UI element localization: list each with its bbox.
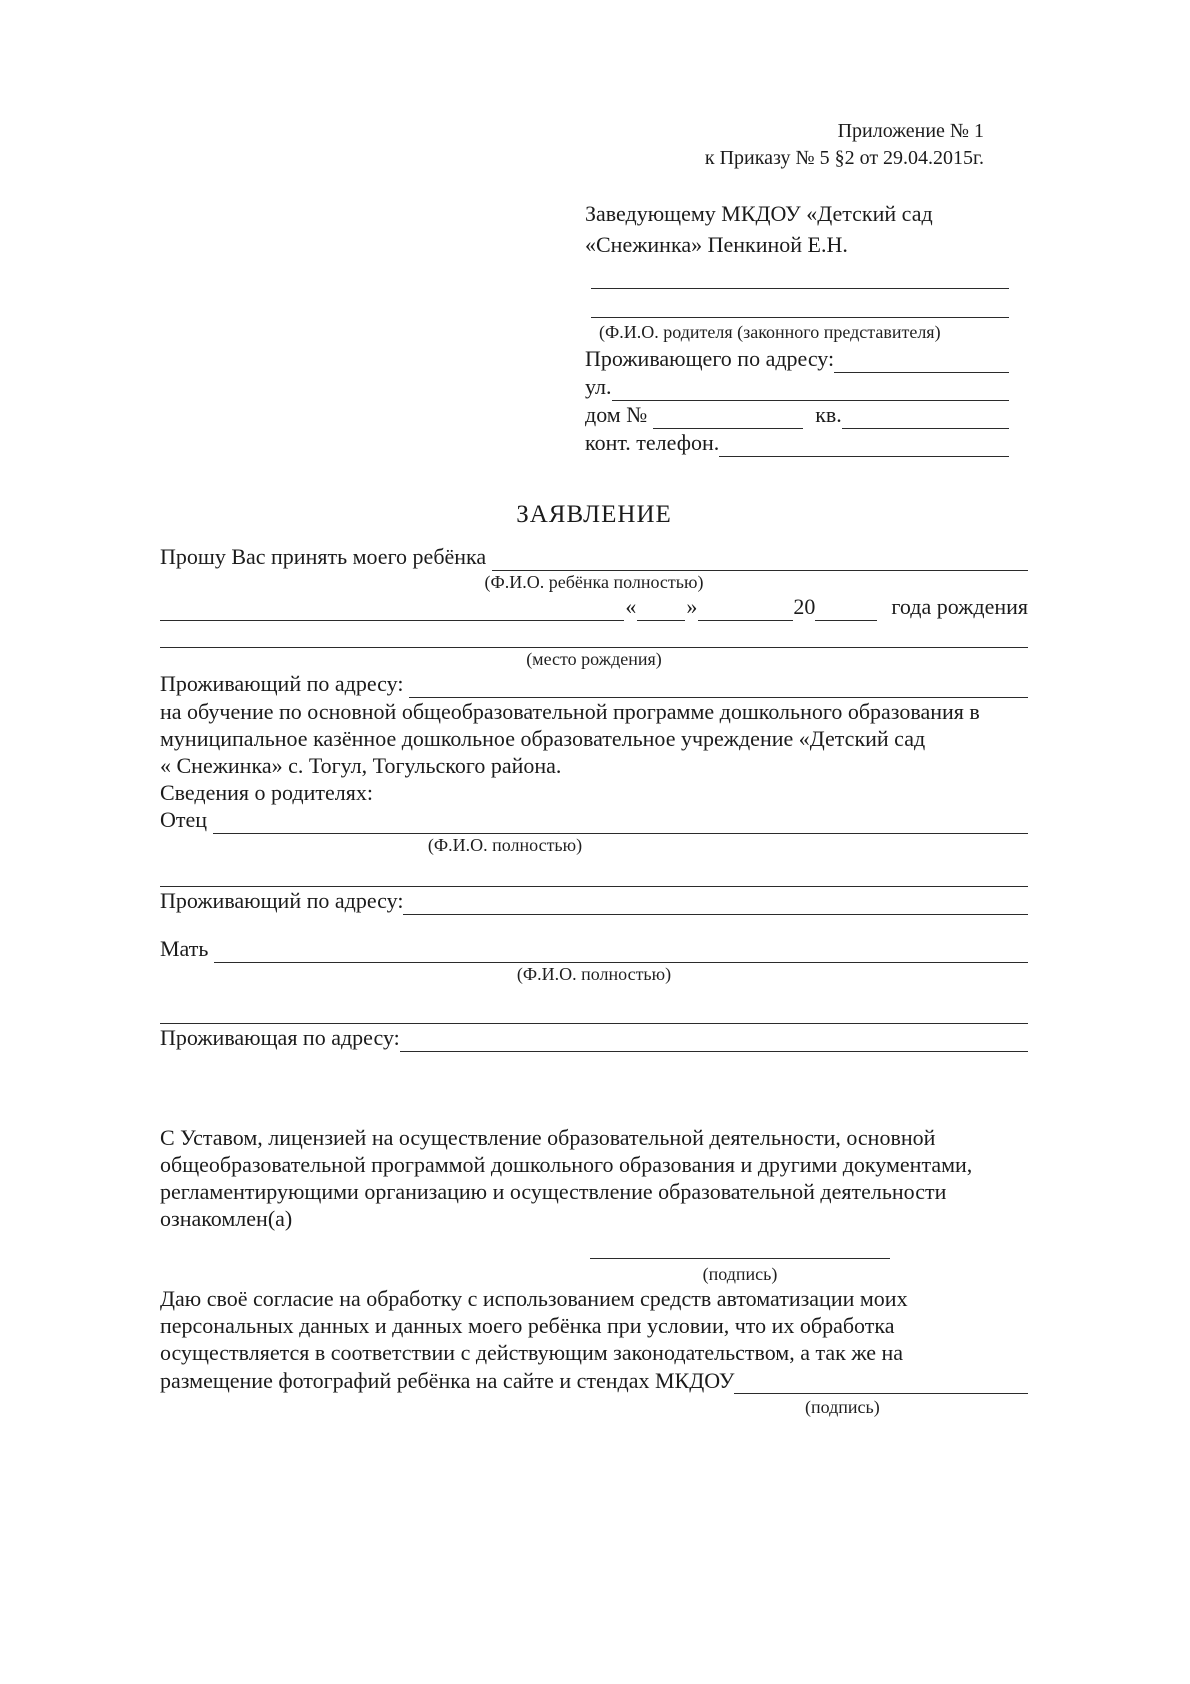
acknowledgement-paragraph (160, 1124, 1028, 1232)
father-label: Отец (160, 807, 208, 832)
parent-address-row (585, 345, 1009, 373)
addressee-line-1: Заведующему МКДОУ «Детский сад (585, 201, 933, 226)
quote-close: » (686, 594, 698, 619)
mother-name-caption: (Ф.И.О. полностью) (516, 964, 672, 984)
child-name-blank (492, 550, 1028, 571)
quote-open: « (625, 594, 637, 619)
father-address-row (160, 887, 1028, 915)
program-line-1: на обучение по основной общеобразовательной программе дошкольного образования в (160, 699, 980, 724)
program-line-2: муниципальное казённое дошкольное образовательное учреждение «Детский сад (160, 726, 926, 751)
request-label: Прошу Вас принять моего ребёнка (160, 544, 487, 569)
child-address-row (160, 670, 1028, 698)
addressee-block (585, 198, 1009, 457)
street-label: ул. (585, 374, 612, 399)
birth-year-suffix: года рождения (891, 594, 1028, 619)
mother-extra-blank (160, 1001, 1028, 1024)
father-name-blank (213, 813, 1028, 834)
document-title: ЗАЯВЛЕНИЕ (516, 501, 672, 528)
consent-line-2: персональных данных и данных моего ребёнка при условии, что их обработка (160, 1313, 895, 1338)
house-label: дом № (585, 402, 648, 427)
mother-address-row (160, 1024, 1028, 1052)
acknowledgement-line-3: регламентирующими организацию и осуществление образовательной деятельности (160, 1179, 947, 1204)
father-name-caption: (Ф.И.О. полностью) (427, 835, 583, 855)
signature-block (590, 1238, 890, 1285)
mother-address-label: Проживающая по адресу: (160, 1025, 400, 1050)
father-row (160, 806, 1028, 834)
addressee-line-2: «Снежинка» Пенкиной Е.Н. (585, 232, 848, 257)
phone-label: конт. телефон. (585, 430, 720, 455)
child-name-caption: (Ф.И.О. ребёнка полностью) (484, 572, 704, 592)
consent-line-1: Даю своё согласие на обработку с использованием средств автоматизации моих (160, 1286, 908, 1311)
house-blank (653, 408, 803, 429)
appendix-line-1: Приложение № 1 (837, 120, 984, 142)
father-extra-blank (160, 864, 1028, 887)
program-line-3: « Снежинка» с. Тогул, Тогульского района. (160, 753, 562, 778)
street-blank (612, 380, 1009, 401)
parent-name-blank-1 (591, 260, 1009, 289)
birthplace-caption: (место рождения) (526, 649, 662, 669)
street-row (585, 373, 1009, 401)
father-address-label: Проживающий по адресу: (160, 888, 404, 913)
mother-address-blank (400, 1031, 1028, 1052)
acknowledgement-line-1: С Уставом, лицензией на осуществление образовательной деятельности, основной (160, 1125, 936, 1150)
parent-name-caption: (Ф.И.О. родителя (законного представителя) (599, 322, 941, 342)
signature-caption-2: (подпись) (805, 1397, 880, 1417)
phone-blank (719, 436, 1009, 457)
appendix-note (160, 118, 1028, 172)
signature-caption-1: (подпись) (702, 1264, 778, 1284)
mother-row (160, 935, 1028, 963)
birthplace-blank (160, 625, 1028, 648)
parent-name-blank-2 (591, 289, 1009, 318)
child-name-row (160, 543, 1028, 571)
child-address-blank (409, 677, 1028, 698)
consent-line-4-row (160, 1366, 1028, 1394)
house-apartment-row (585, 401, 1009, 429)
child-address-label: Проживающий по адресу: (160, 671, 404, 696)
birth-day-blank (637, 600, 685, 621)
phone-row (585, 429, 1009, 457)
form-body (160, 543, 1028, 1418)
parent-address-blank (834, 352, 1009, 373)
signature-blank-1 (590, 1238, 890, 1259)
birth-month-blank (698, 600, 793, 621)
mkdou-name-blank (734, 1373, 1028, 1394)
birth-year-blank (815, 600, 877, 621)
apartment-label: кв. (815, 402, 842, 427)
consent-line-3: осуществляется в соответствии с действующим законодательством, а так же на (160, 1340, 904, 1365)
father-address-blank (403, 894, 1028, 915)
consent-paragraph (160, 1285, 1028, 1394)
parents-heading: Сведения о родителях: (160, 780, 373, 805)
mother-name-blank (214, 942, 1028, 963)
parent-address-label: Проживающего по адресу: (585, 346, 835, 371)
acknowledgement-line-2: общеобразовательной программой дошкольного образования и другими документами, (160, 1152, 973, 1177)
birth-date-row (160, 593, 1028, 621)
apartment-blank (842, 408, 1009, 429)
child-name-blank-2 (160, 600, 624, 621)
consent-line-4-label: размещение фотографий ребёнка на сайте и стендах МКДОУ (160, 1368, 735, 1393)
century-prefix: 20 (793, 594, 816, 619)
appendix-line-2: к Приказу № 5 §2 от 29.04.2015г. (704, 147, 984, 169)
acknowledgement-line-4: ознакомлен(а) (160, 1206, 293, 1231)
mother-label: Мать (160, 936, 209, 961)
